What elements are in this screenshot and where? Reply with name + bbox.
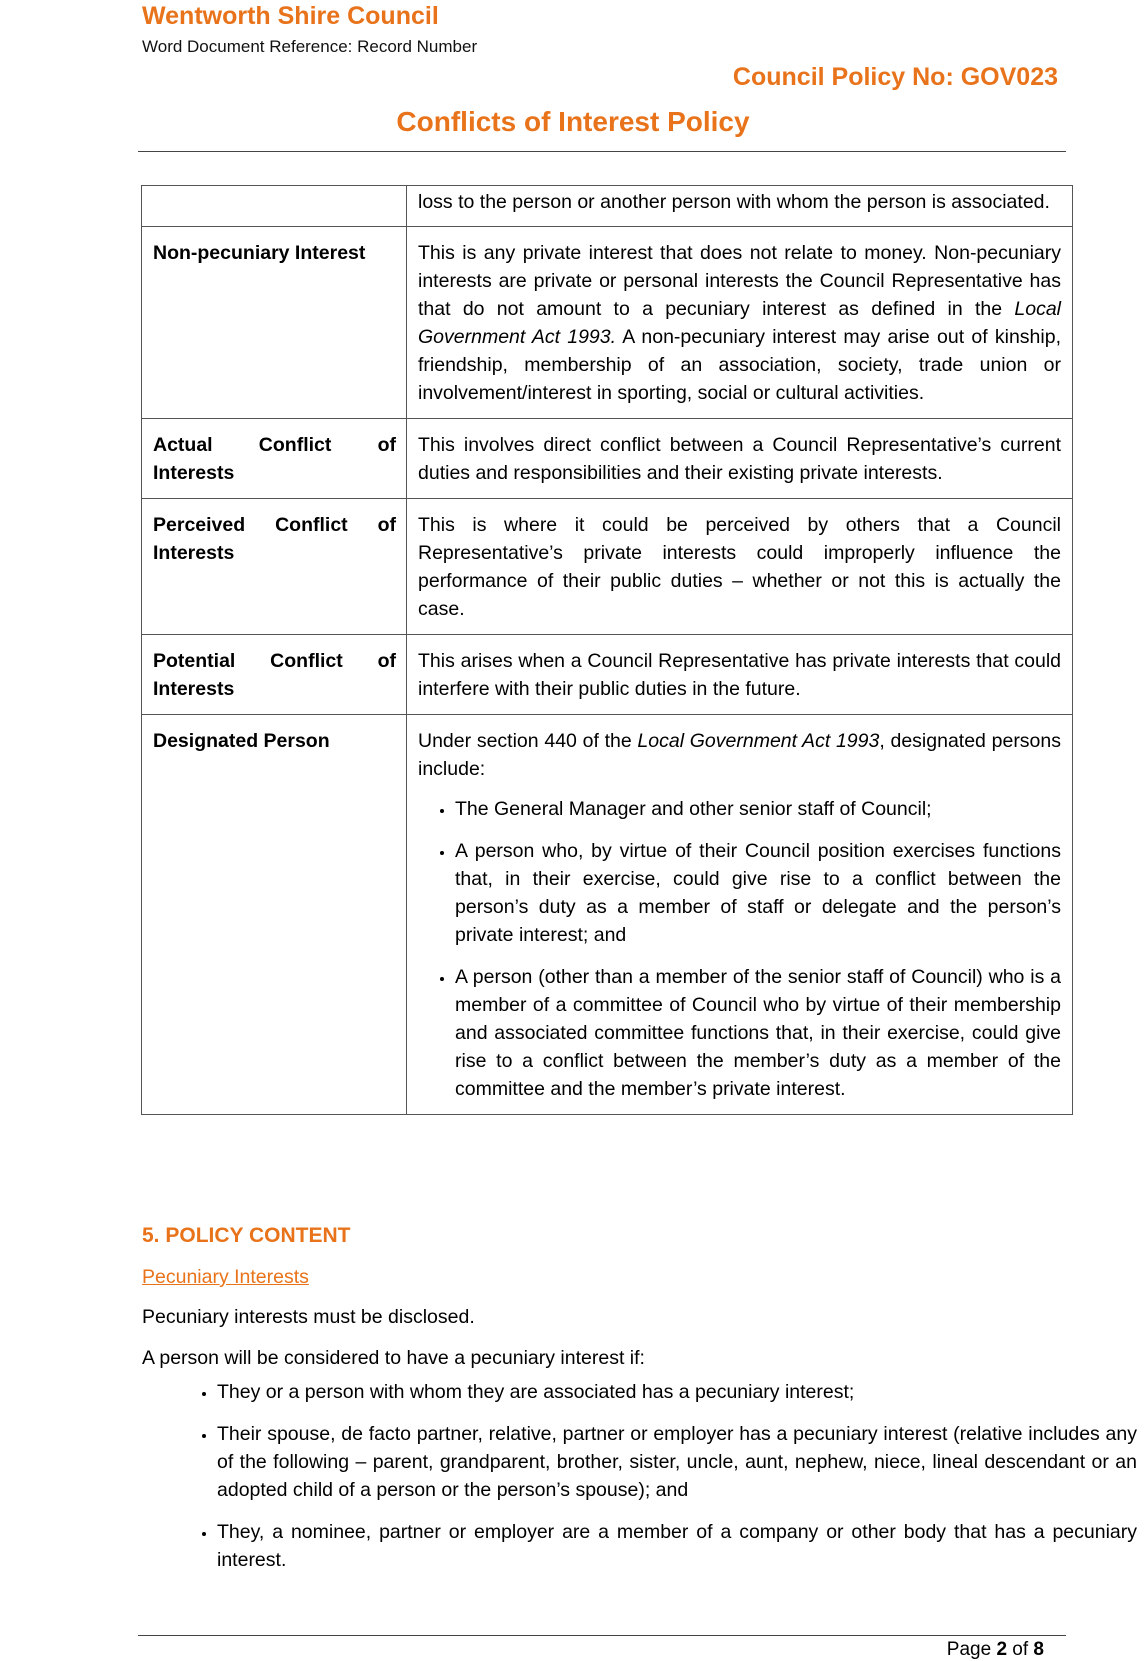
definition-text [407,186,1073,227]
definition-paragraph [418,727,1061,783]
table-row [142,715,1073,1115]
act-citation: Local Government Act 1993 [637,730,880,752]
definition-text [407,715,1073,1115]
text-run: , designated persons include: [418,730,1061,780]
definition-paragraph [418,239,1061,407]
definition-term: Designated Person [142,715,407,1115]
text-run: A non-pecuniary interest may arise out of kinship, friendship, membership of an association, society, trade union or involvement/interest in sporting, social or cultural activities. [418,326,1061,404]
list-item: • They, a nominee, partner or employer are a member of a company or other body that has a pecuniary interest. [217,1518,1137,1574]
list-item: • A person who, by virtue of their Council position exercises functions that, in their exercise, could give rise to a conflict between the person’s duty as a member of staff or delegate and the person’s private interest; and [455,837,1061,949]
page-of: of [1007,1639,1034,1660]
definition-text [407,499,1073,635]
table-row [142,635,1073,715]
text-run: Under section 440 of the [418,730,638,752]
body-paragraph: A person will be considered to have a pecuniary interest if: [142,1347,645,1369]
definition-paragraph: This arises when a Council Representative has private interests that could interfere with their public duties in the future. [418,650,1061,700]
definition-paragraph: This involves direct conflict between a Council Representative’s current duties and responsibilities and their existing private interests. [418,434,1061,484]
definition-term: Perceived Conflict of Interests [142,499,407,635]
definition-term: Actual Conflict of Interests [142,419,407,499]
page-total: 8 [1033,1639,1044,1660]
header-divider [138,151,1066,152]
footer-divider [138,1635,1066,1636]
text-run: This is any private interest that does not relate to money. Non-pecuniary interests are private or personal interests the Council Representative has that do not amount to a pecuniary interest as defined in the [418,242,1061,320]
act-citation: Local Government Act 1993. [418,298,1061,348]
table-row [142,499,1073,635]
subheading-pecuniary-interests: Pecuniary Interests [142,1266,309,1288]
definition-text [407,227,1073,419]
designated-persons-list [418,795,1061,1103]
definition-paragraph: loss to the person or another person with whom the person is associated. [418,191,1050,213]
section-heading: 5. POLICY CONTENT [142,1224,351,1247]
list-item: • They or a person with whom they are associated has a pecuniary interest; [217,1378,1137,1406]
body-paragraph: Pecuniary interests must be disclosed. [142,1306,475,1328]
page-current: 2 [996,1639,1008,1660]
table-row [142,419,1073,499]
page-number [947,1639,1044,1661]
definition-term [142,186,407,227]
policy-number: Council Policy No: GOV023 [732,63,1058,91]
doc-reference: Word Document Reference: Record Number [142,37,478,56]
pecuniary-interest-list [142,1378,1137,1588]
table-row [142,186,1073,227]
definition-text [407,419,1073,499]
page-title: Conflicts of Interest Policy [396,106,750,137]
definition-term: Non-pecuniary Interest [142,227,407,419]
list-item: • The General Manager and other senior staff of Council; [455,795,1061,823]
definition-paragraph: This is where it could be perceived by others that a Council Representative’s private interests could improperly influence the performance of their public duties – whether or not this is actually the case. [418,514,1061,620]
list-item: • Their spouse, de facto partner, relative, partner or employer has a pecuniary interest (relative includes any of the following – parent, grandparent, brother, sister, uncle, aunt, nephew, niece, lineal descendant or an adopted child of a person or the person’s spouse); and [217,1420,1137,1504]
definitions-table [141,185,1073,1115]
org-name: Wentworth Shire Council [142,2,439,30]
page-prefix: Page [946,1639,997,1660]
definition-term: Potential Conflict of Interests [142,635,407,715]
list-item: • A person (other than a member of the senior staff of Council) who is a member of a committee of Council who by virtue of their membership and associated committee functions that, in their exercise, could give rise to a conflict between the member’s duty as a member of the committee and the member’s private interest. [455,963,1061,1103]
table-row [142,227,1073,419]
definition-text [407,635,1073,715]
